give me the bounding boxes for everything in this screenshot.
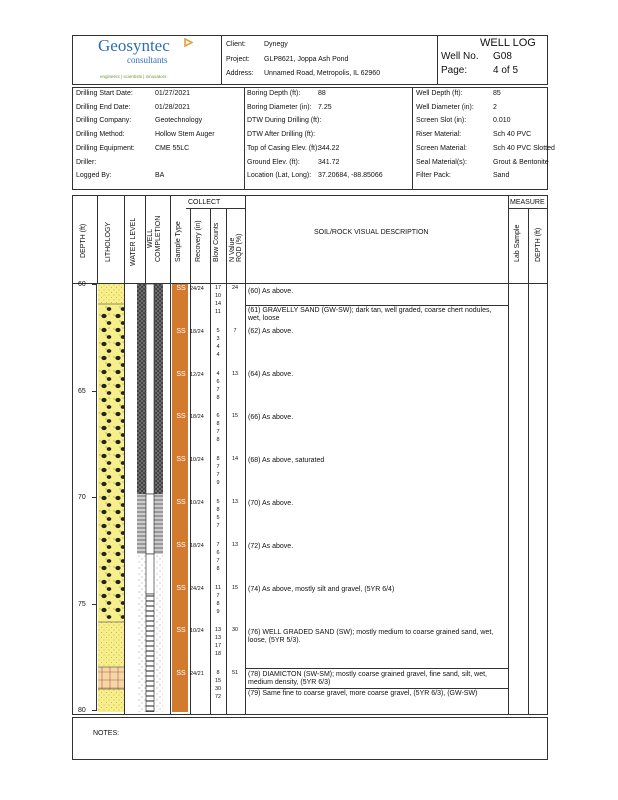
- detail-label: Boring Diameter (in):: [247, 103, 312, 111]
- sample-recovery: 10/24: [190, 500, 204, 506]
- blow-count: 7: [216, 429, 220, 436]
- blow-count: 6: [216, 413, 220, 420]
- page-label: Page:: [441, 65, 468, 76]
- blow-count: 30: [214, 686, 222, 693]
- depth-tick: [92, 710, 97, 711]
- blow-count: 7: [216, 557, 220, 564]
- client-label: Client:: [226, 41, 246, 48]
- detail-label: Drilling Start Date:: [76, 90, 133, 97]
- description-entry: (68) As above, saturated: [248, 457, 325, 464]
- project-label: Project:: [226, 56, 250, 63]
- depth-tick: [92, 604, 97, 605]
- blow-count: 9: [216, 480, 220, 487]
- blow-count: 7: [216, 386, 220, 393]
- detail-value: 01/28/2021: [155, 103, 191, 111]
- header-well-completion-1: WELL: [147, 228, 154, 248]
- detail-value: Sch 40 PVC: [493, 131, 532, 139]
- lithology-column: [98, 284, 124, 712]
- blow-count: 4: [216, 343, 220, 350]
- blow-count: 8: [216, 394, 220, 401]
- header-well-completion-2: COMPLETION: [155, 215, 162, 262]
- header-lab-sample: Lab Sample: [514, 224, 521, 262]
- blow-count: 7: [216, 592, 220, 599]
- sample-recovery: 18/24: [190, 328, 204, 335]
- header-blow-counts: Blow Counts: [213, 222, 220, 262]
- n-value: 13: [231, 541, 239, 548]
- n-value: 15: [231, 413, 239, 420]
- blow-count: 15: [214, 678, 222, 685]
- sample-recovery: 24/24: [190, 286, 204, 292]
- blow-count: 8: [216, 421, 220, 428]
- blow-count: 11: [215, 309, 221, 315]
- blow-count: 6: [216, 378, 220, 385]
- detail-label: Driller:: [76, 158, 97, 166]
- sample-recovery: 10/24: [190, 628, 204, 635]
- sample-type: SS: [176, 541, 186, 549]
- blow-count: 72: [214, 694, 222, 701]
- detail-label: Screen Material:: [416, 144, 467, 152]
- description-entry: (76) WELL GRADED SAND (SW); mostly medium to coarse grained sand, wet, loose, (5YR 5/3).: [248, 629, 494, 644]
- depth-label: 80: [78, 707, 86, 714]
- stratum-divider: [245, 668, 508, 669]
- detail-value: Hollow Stem Auger: [155, 131, 215, 139]
- notes-label: NOTES:: [93, 730, 120, 737]
- logo-triangle-icon: [184, 38, 193, 47]
- detail-label: DTW After Drilling (ft):: [247, 131, 316, 139]
- logo-name: Geosyntec: [98, 36, 170, 55]
- depth-tick: [92, 497, 97, 498]
- sample-recovery: 18/24: [190, 542, 204, 549]
- logo-sub: consultants: [127, 55, 168, 65]
- detail-label: Drilling Company:: [76, 117, 132, 125]
- header-measure: MEASURE: [510, 199, 545, 206]
- blow-count: 8: [216, 600, 220, 607]
- description-entry: (64) As above.: [248, 371, 294, 378]
- n-value: 30: [231, 627, 239, 634]
- blow-count: 5: [216, 499, 220, 505]
- address-value: Unnamed Road, Metropolis, IL 62960: [264, 70, 381, 77]
- detail-label: Seal Material(s):: [416, 158, 467, 166]
- description-entry: (62) As above.: [248, 328, 294, 335]
- n-value: 15: [231, 584, 239, 591]
- detail-value: BA: [155, 172, 165, 180]
- header-recovery: Recovery (in): [195, 220, 202, 262]
- sample-type: SS: [176, 370, 186, 378]
- blow-count: 13: [214, 627, 222, 634]
- n-value: 24: [231, 285, 239, 291]
- detail-label: Well Depth (ft):: [416, 90, 463, 97]
- detail-value: 0.010: [493, 117, 511, 125]
- header-description: SOIL/ROCK VISUAL DESCRIPTION: [314, 229, 429, 236]
- address-label: Address:: [226, 70, 254, 77]
- well-no-label: Well No.: [441, 51, 479, 62]
- detail-label: Drilling End Date:: [76, 103, 131, 111]
- description-entry: (78) DIAMICTON (SW-SM); mostly coarse grained gravel, fine sand, silt, wet, medium density, (5YR 6/3): [248, 671, 487, 686]
- detail-value: 37.20684, -88.85066: [318, 172, 383, 180]
- header-depth-right: DEPTH (ft): [535, 227, 542, 262]
- detail-value: 85: [493, 90, 501, 97]
- detail-value: 344.22: [318, 144, 340, 152]
- project-value: GLP8621, Joppa Ash Pond: [264, 56, 349, 63]
- description-entry: (72) As above.: [248, 543, 294, 550]
- depth-label: 65: [78, 387, 86, 395]
- stratum-divider: [245, 305, 508, 306]
- blow-count: 9: [216, 608, 220, 615]
- detail-label: Drilling Equipment:: [76, 144, 135, 152]
- depth-tick: [92, 284, 97, 285]
- detail-label: Boring Depth (ft):: [247, 90, 301, 97]
- header-nvalue-1: N Value: [229, 237, 236, 262]
- blow-count: 8: [216, 507, 220, 513]
- sample-type: SS: [176, 499, 186, 506]
- header-nvalue-2: RQD (%): [236, 233, 243, 262]
- blow-count: 3: [216, 335, 220, 342]
- sample-type: SS: [176, 327, 186, 335]
- detail-value: Sch 40 PVC Slotted: [493, 144, 555, 152]
- detail-value: 88: [318, 90, 326, 97]
- detail-value: Geotechnology: [155, 117, 203, 125]
- client-value: Dynegy: [264, 41, 288, 48]
- detail-label: Filter Pack:: [416, 172, 452, 180]
- blow-count: 7: [216, 472, 220, 479]
- detail-value: 341.72: [318, 158, 340, 166]
- detail-value: 01/27/2021: [155, 90, 191, 97]
- depth-label: 60: [78, 281, 86, 288]
- notes-box: [72, 717, 548, 760]
- blow-count: 14: [214, 301, 222, 307]
- n-value: 7: [233, 327, 237, 334]
- blow-count: 8: [216, 437, 220, 444]
- blow-count: 7: [216, 523, 220, 529]
- blow-count: 7: [216, 541, 220, 548]
- detail-label: Logged By:: [76, 172, 112, 180]
- blow-count: 4: [216, 370, 220, 377]
- description-entry: (66) As above.: [248, 414, 294, 421]
- blow-count: 17: [214, 285, 222, 291]
- header-sample-type: Sample Type: [175, 221, 182, 262]
- sample-type: SS: [176, 627, 186, 635]
- sample-recovery: 24/24: [190, 585, 204, 592]
- blow-count: 5: [216, 515, 220, 521]
- description-entry: (79) Same fine to coarse gravel, more coarse gravel, (5YR 6/3), (GW-SW): [248, 690, 478, 697]
- description-entry: (70) As above.: [248, 500, 294, 507]
- detail-label: Drilling Method:: [76, 131, 125, 139]
- depth-label: 70: [78, 494, 86, 501]
- detail-value: 7.25: [318, 103, 332, 111]
- header-lithology: LITHOLOGY: [105, 221, 112, 262]
- description-entry: (61) GRAVELLY SAND (GW-SW); dark tan, well graded, coarse chert nodules, wet, loose: [248, 307, 492, 322]
- n-value: 51: [231, 670, 239, 677]
- depth-tick: [92, 391, 97, 392]
- detail-value: 2: [493, 103, 497, 111]
- blow-count: 8: [216, 565, 220, 572]
- sample-type: SS: [176, 285, 186, 292]
- header-collect: COLLECT: [188, 199, 221, 206]
- detail-value: CME 55LC: [155, 144, 190, 152]
- detail-value: Grout & Bentonite: [493, 158, 549, 166]
- detail-value: Sand: [493, 172, 510, 180]
- well-completion-diagram: [125, 284, 170, 712]
- detail-label: Well Diameter (in):: [416, 103, 474, 111]
- blow-count: 10: [214, 293, 222, 299]
- well-no-value: G08: [493, 51, 512, 62]
- n-value: 13: [231, 370, 239, 377]
- sample-recovery: 12/24: [190, 371, 204, 378]
- depth-label: 75: [78, 600, 86, 608]
- detail-label: Riser Material:: [416, 131, 462, 139]
- blow-count: 7: [216, 464, 220, 471]
- n-value: 13: [231, 499, 239, 505]
- logo-tagline: engineers | scientists | innovators: [100, 74, 167, 79]
- detail-label: Ground Elev. (ft):: [247, 158, 300, 166]
- stratum-divider: [245, 688, 508, 689]
- blow-count: 6: [216, 549, 220, 556]
- header-depth: DEPTH (ft): [80, 223, 87, 258]
- sample-type: SS: [176, 456, 186, 464]
- description-entry: (60) As above.: [248, 288, 294, 295]
- blow-count: 13: [214, 635, 222, 642]
- blow-count: 11: [215, 584, 221, 591]
- page-value: 4 of 5: [493, 65, 519, 76]
- detail-label: Top of Casing Elev. (ft):: [247, 144, 320, 152]
- header-water-level: WATER LEVEL: [130, 217, 137, 266]
- description-entry: (74) As above, mostly silt and gravel, (5YR 6/4): [248, 586, 395, 593]
- sample-type: SS: [176, 670, 186, 678]
- sample-type: SS: [176, 413, 186, 421]
- blow-count: 4: [216, 351, 220, 358]
- well-log-title: WELL LOG: [480, 37, 536, 49]
- blow-count: 18: [214, 651, 222, 658]
- blow-count: 8: [216, 456, 220, 463]
- sample-recovery: 18/24: [190, 414, 204, 421]
- n-value: 14: [231, 456, 239, 463]
- sample-type: SS: [176, 584, 186, 592]
- sample-recovery: 10/24: [190, 457, 204, 464]
- blow-count: 8: [216, 670, 220, 677]
- blow-count: 17: [214, 643, 222, 650]
- detail-label: DTW During Drilling (ft):: [247, 117, 322, 125]
- sample-recovery: 24/21: [190, 671, 204, 678]
- blow-count: 5: [216, 327, 220, 334]
- detail-label: Screen Slot (in):: [416, 117, 467, 125]
- detail-label: Location (Lat, Long):: [247, 172, 312, 180]
